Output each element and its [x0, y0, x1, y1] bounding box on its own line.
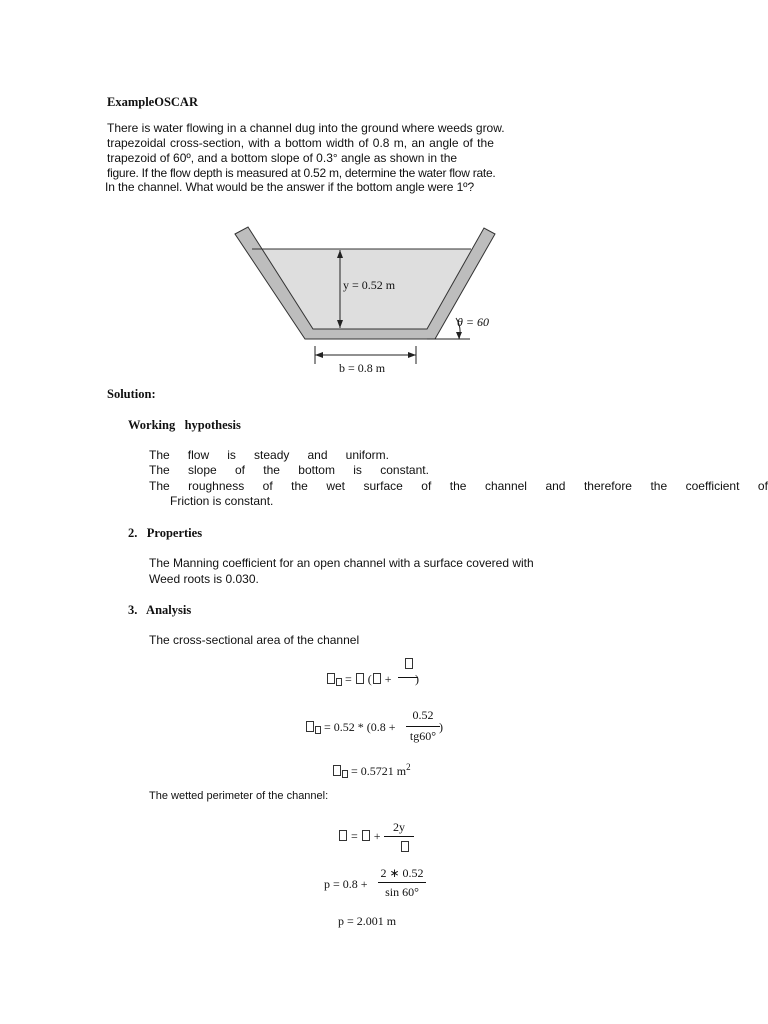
angle-label: θ = 60: [457, 315, 489, 329]
angle-arrow-head: [456, 332, 462, 339]
word: slope: [187, 463, 217, 477]
eq5-fraction-bar: [378, 882, 426, 883]
properties-line-1: The Manning coefficient for an open channel with a surface covered with: [149, 556, 534, 570]
perimeter-equation-symbolic: = +: [338, 829, 381, 844]
perimeter-intro: The wetted perimeter of the channel:: [149, 790, 329, 802]
word: is: [353, 463, 362, 477]
perimeter-result: p = 2.001 m: [338, 914, 397, 928]
depth-label: y = 0.52 m: [343, 278, 396, 292]
area-equation-symbolic: = ( +: [326, 672, 392, 687]
word: and: [545, 479, 566, 493]
eq4-fraction-bar: [384, 836, 414, 837]
properties-heading: 2. Properties: [128, 526, 203, 540]
word: and: [307, 448, 328, 462]
word: bottom: [298, 463, 335, 477]
width-arrow-head-right: [408, 352, 416, 358]
eq2-numerator: 0.52: [412, 708, 434, 722]
word: uniform.: [345, 448, 389, 462]
word: of: [421, 479, 432, 493]
problem-line-4: figure. If the flow depth is measured at 0.52 m, determine the water flow rate.: [107, 166, 496, 180]
problem-line-1: There is water flowing in a channel dug into the ground where weeds grow.: [107, 121, 505, 135]
area-result: = 0.5721 $m^2$: [332, 762, 411, 779]
word: The: [149, 463, 170, 477]
hypothesis-item-3: [149, 479, 768, 493]
properties-line-2: Weed roots is 0.030.: [149, 572, 259, 586]
word: flow: [187, 448, 210, 462]
word: the: [291, 479, 308, 493]
eq5-numerator: 2 ∗ 0.52: [380, 866, 424, 880]
word: of: [262, 479, 273, 493]
area-equation-numeric: = 0.52 * (0.8 +: [305, 720, 399, 735]
word: the: [263, 463, 280, 477]
eq1-numerator: [398, 657, 420, 672]
word: coefficient: [685, 479, 740, 493]
missing-glyph: [339, 830, 347, 841]
word: steady: [254, 448, 290, 462]
eq2-fraction-bar: [406, 726, 440, 727]
problem-line-5: In the channel. What would be the answer if the bottom angle were 1º?: [105, 180, 475, 194]
missing-glyph: [333, 765, 341, 776]
missing-glyph: [306, 721, 314, 732]
missing-glyph: [327, 673, 335, 684]
hypothesis-item-2: [149, 463, 429, 477]
solution-label: Solution:: [107, 387, 156, 401]
problem-line-2: trapezoidal cross-section, with a bottom width of 0.8 m, an angle of the: [107, 136, 494, 150]
missing-glyph: [405, 658, 413, 669]
eq4-numerator: 2y: [393, 820, 405, 834]
word: is: [227, 448, 236, 462]
eq5-denominator: sin 60°: [385, 885, 419, 899]
word: of: [757, 479, 768, 493]
word: of: [234, 463, 245, 477]
eq4-denominator: [398, 840, 412, 855]
width-label: b = 0.8 m: [339, 361, 386, 375]
missing-glyph: [356, 673, 364, 684]
eq2-denominator: tg60°: [409, 729, 437, 743]
word: the: [650, 479, 668, 493]
area-intro: The cross-sectional area of the channel: [149, 633, 360, 647]
word: therefore: [583, 479, 632, 493]
missing-glyph: [373, 673, 381, 684]
analysis-heading: 3. Analysis: [128, 603, 192, 617]
hypothesis-heading: Working hypothesis: [128, 418, 241, 432]
word: the: [449, 479, 467, 493]
problem-line-3: trapezoid of 60º, and a bottom slope of 0.3° angle as shown in the: [107, 151, 458, 165]
missing-glyph: [362, 830, 370, 841]
hypothesis-item-3-cont: Friction is constant.: [170, 494, 274, 508]
hypothesis-item-1: [149, 448, 389, 462]
word: surface: [363, 479, 403, 493]
eq1-close: ): [415, 672, 419, 686]
word: The: [149, 479, 170, 493]
word: The: [149, 448, 170, 462]
example-title: ExampleOSCAR: [107, 95, 198, 109]
width-arrow-head-left: [315, 352, 323, 358]
eq2-close: ): [439, 720, 443, 734]
word: channel: [484, 479, 527, 493]
perimeter-equation-numeric: p = 0.8 +: [324, 877, 371, 891]
channel-figure: [230, 222, 502, 378]
word: constant.: [380, 463, 429, 477]
word: wet: [326, 479, 345, 493]
missing-glyph: [401, 841, 409, 852]
word: roughness: [188, 479, 245, 493]
